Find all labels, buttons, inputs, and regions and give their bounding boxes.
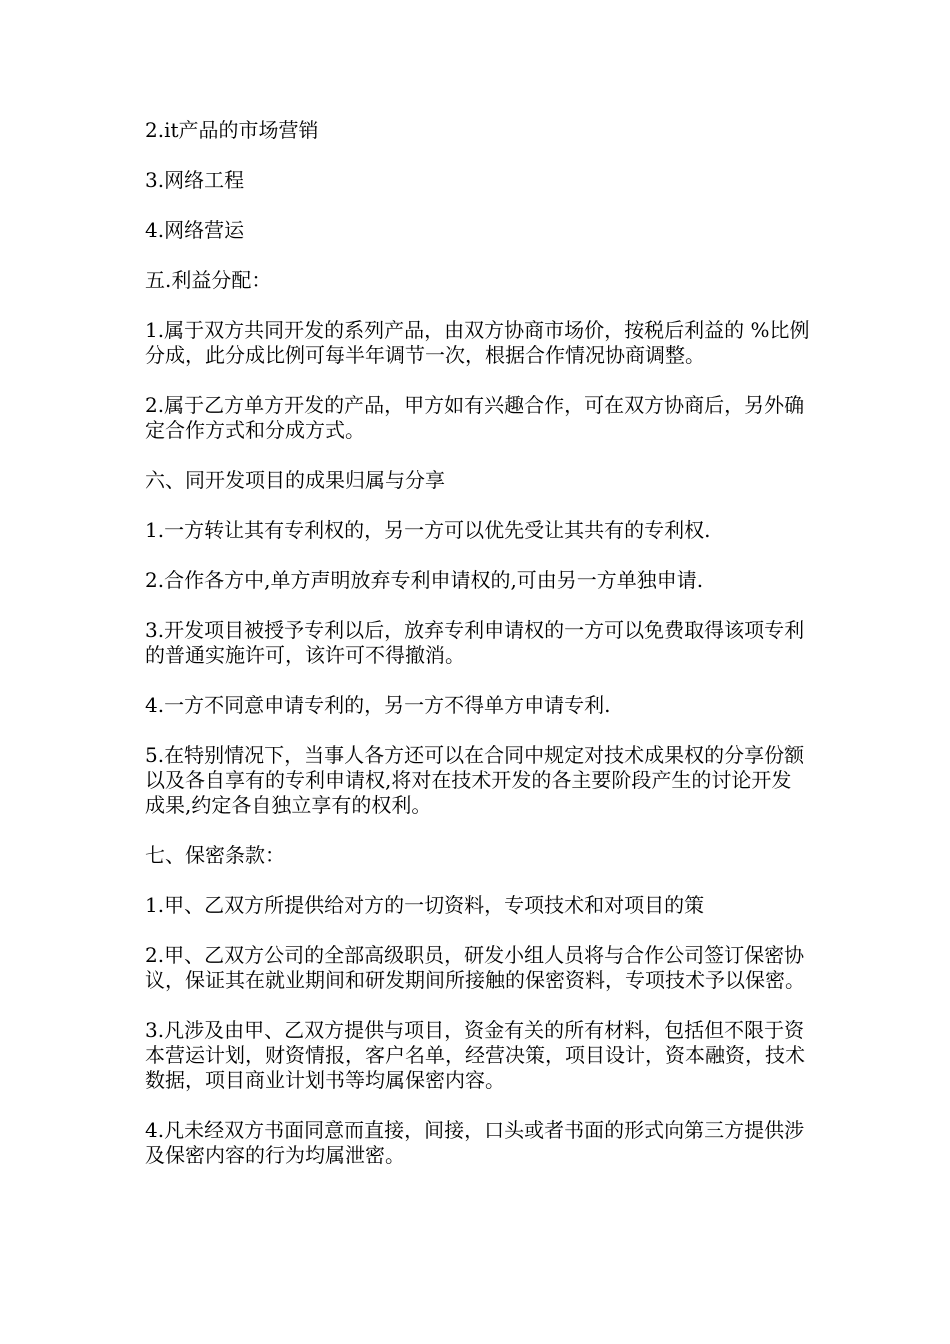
ownership-clause-5: 5.在特别情况下，当事人各方还可以在合同中规定对技术成果权的分享份额以及各自享有的专利申请权,将对在技术开发的各主要阶段产生的讨论开发成果,约定各自独立享有的权利。 (145, 743, 805, 817)
section-heading-profit-distribution: 五.利益分配： (145, 268, 272, 292)
ownership-clause-4: 4.一方不同意申请专利的，另一方不得单方申请专利. (145, 693, 611, 717)
profit-clause-2: 2.属于乙方单方开发的产品，甲方如有兴趣合作，可在双方协商后，另外确定合作方式和分成方式。 (145, 393, 805, 442)
confidentiality-clause-4: 4.凡未经双方书面同意而直接，间接，口头或者书面的形式向第三方提供涉及保密内容的行为均属泄密。 (145, 1118, 805, 1167)
ownership-clause-2: 2.合作各方中,单方声明放弃专利申请权的,可由另一方单独申请. (145, 568, 704, 592)
section-heading-confidentiality: 七、保密条款： (145, 843, 285, 867)
section-heading-results-ownership: 六、同开发项目的成果归属与分享 (145, 468, 445, 492)
list-item-network-engineering: 3.网络工程 (145, 168, 245, 192)
ownership-clause-1: 1.一方转让其有专利权的，另一方可以优先受让其共有的专利权. (145, 518, 711, 542)
list-item-it-marketing: 2.it产品的市场营销 (145, 118, 319, 142)
document-body (145, 118, 810, 1193)
profit-clause-1: 1.属于双方共同开发的系列产品，由双方协商市场价，按税后利益的 %比例分成，此分成比例可每半年调节一次，根据合作情况协商调整。 (145, 318, 810, 367)
confidentiality-clause-3: 3.凡涉及由甲、乙双方提供与项目，资金有关的所有材料，包括但不限于资本营运计划，财资情报，客户名单，经营决策，项目设计，资本融资，技术数据，项目商业计划书等均属保密内容。 (145, 1018, 805, 1092)
list-item-network-operation: 4.网络营运 (145, 218, 245, 242)
confidentiality-clause-2: 2.甲、乙双方公司的全部高级职员，研发小组人员将与合作公司签订保密协议，保证其在就业期间和研发期间所接触的保密资料，专项技术予以保密。 (145, 943, 805, 992)
ownership-clause-3: 3.开发项目被授予专利以后，放弃专利申请权的一方可以免费取得该项专利的普通实施许可，该许可不得撤消。 (145, 618, 805, 667)
confidentiality-clause-1: 1.甲、乙双方所提供给对方的一切资料，专项技术和对项目的策 (145, 893, 705, 917)
